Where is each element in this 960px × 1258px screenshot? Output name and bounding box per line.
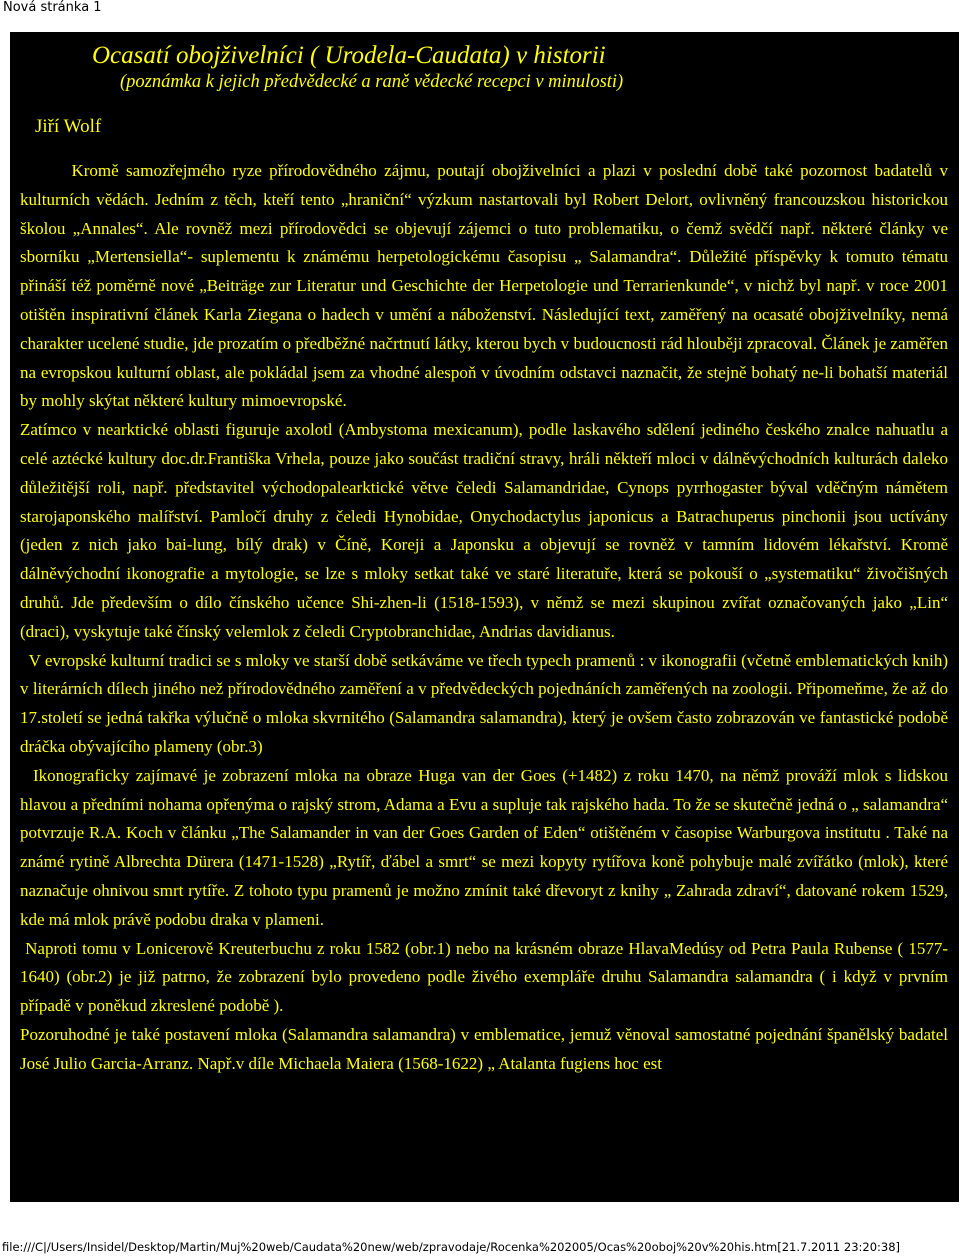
article-subtitle: (poznámka k jejich předvědecké a raně vědecké recepci v minulosti) <box>120 72 624 92</box>
article-title: Ocasatí obojživelníci ( Urodela-Caudata) v historii <box>92 42 606 69</box>
paragraph-european-tradition: V evropské kulturní tradici se s mloky ve starší době setkáváme ve třech typech pramenů : v ikonografii (včetně emblematických knih) v literárních dílech jiného než přírodovědného zaměření a v předvědeckých pojednáních zaměřených na zoologii. Připomeňme, že až do 17.století se jedná takřka výlučně o mloka skvrnitého (Salamandra salamandra), který je ovšem často zobrazován ve fantastické podobě dráčka obývajícího plameny (obr.3) <box>20 650 948 756</box>
article-author: Jiří Wolf <box>35 116 102 137</box>
paragraph-lonicer-rubens: Naproti tomu v Lonicerově Kreuterbuchu z roku 1582 (obr.1) nebo na krásném obraze HlavaMedúsy od Petra Paula Rubense ( 1577-1640) (obr.2) je již patrno, že zobrazení bylo provedeno podle živého exempláře druhu Salamandra salamandra ( i když v prvním případě v poněkud zkreslené podobě ). <box>20 938 948 1016</box>
paragraph-iconography: Ikonograficky zajímavé je zobrazení mloka na obraze Huga van der Goes (+1482) z roku 1470, na němž prováží mlok s lidskou hlavou a předními nohama opřenýma o rajský strom, Adama a Evu a supluje tak rajského hada. To že se skutečně jedná o „ salamandra“ potvrzuje R.A. Koch v článku „The Salamander in van der Goes Garden of Eden“ otištěném v časopise Warburgova institutu . Také na známé rytině Albrechta Dürera (1471-1528) „Rytíř, ďábel a smrt“ se mezi kopyty rytířova koně pohybuje malé zvířátko (mlok), které naznačuje ohnivou smrt rytíře. Z tohoto typu pramenů je možno zmínit také dřevoryt z knihy „ Zahrada zdraví“, datované rokem 1529, kde má mlok právě podobu draka v plameni. <box>20 765 948 929</box>
print-footer-url: file:///C|/Users/Insidel/Desktop/Martin/Muj%20web/Caudata%20new/web/zpravodaje/Rocenka%202005/Ocas%20oboj%20v%20his.htm[21.7.2011 23:20:38] <box>2 1240 901 1254</box>
page-body <box>10 32 959 1202</box>
article-content <box>20 157 948 1079</box>
paragraph-intro: Kromě samozřejmého ryze přírodovědného zájmu, poutají obojživelníci a plazi v poslední době také pozornost badatelů v kulturních vědách. Jedním z těch, kteří tento „hraniční“ výzkum nastartovali byl Robert Delort, ovlivněný francouzskou historickou školou „Annales“. Ale rovněž mezi přírodovědci se objevují zájemci o tuto problematiku, o čemž svědčí např. některé články ve sborníku „Mertensiella“- suplementu k známému herpetologickému časopisu „ Salamandra“. Důležité příspěvky k tomuto tématu přináší též poměrně nové „Beiträge zur Literatur und Geschichte der Herpetologie und Terrarienkunde“, v nichž byl např. v roce 2001 otištěn inspirativní článek Karla Ziegana o hadech v umění a náboženství. Následující text, zaměřený na ocasaté obojživelníky, nemá charakter ucelené studie, jde prozatím o předběžné načrtnutí látky, kterou bych v budoucnosti rád hlouběji zpracoval. Článek je zaměřen na evropskou kulturní oblast, ale pokládal jsem za vhodné alespoň v úvodním odstavci naznačit, že stejně bohatý ne-li bohatší materiál by mohly skýtat některé kultury mimoevropské. <box>20 161 948 411</box>
paragraph-emblematics: Pozoruhodné je také postavení mloka (Salamandra salamandra) v emblematice, jemuž věnoval samostatné pojednání španělský badatel José Julio Garcia-Arranz. Např.v díle Michaela Maiera (1568-1622) „ Atalanta fugiens hoc est <box>20 1024 948 1073</box>
paragraph-asia: Zatímco v nearktické oblasti figuruje axolotl (Ambystoma mexicanum), podle laskavého sdělení jediného českého znalce nahuatlu a celé aztécké kultury doc.dr.Františka Vrhela, pouze jako součást tradiční stravy, hráli někteří mloci v dálněvýchodních kulturách daleko důležitější roli, např. představitel východopalearktické větve čeledi Salamandridae, Cynops pyrrhogaster býval vděčným námětem starojaponského malířství. Pamločí druhy z čeledi Hynobidae, Onychodactylus japonicus a Batrachuperus pinchonii jsou uctívány (jeden z nich jako bai-lung, bílý drak) v Číně, Koreji a Japonsku a objevují se rovněž v tamním lidovém lékařství. Kromě dálněvýchodní ikonografie a mytologie, se lze s mloky setkat také ve staré literatuře, která se pokouší o „systematiku“ živočišných druhů. Jde především o dílo čínského učence Shi-zhen-li (1518-1593), v němž se mezi skupinou zvířat označovaných jako „Lin“ (draci), vyskytuje také čínský velemlok z čeledi Cryptobranchidae, Andrias davidianus. <box>20 420 948 641</box>
print-header: Nová stránka 1 <box>3 0 102 15</box>
